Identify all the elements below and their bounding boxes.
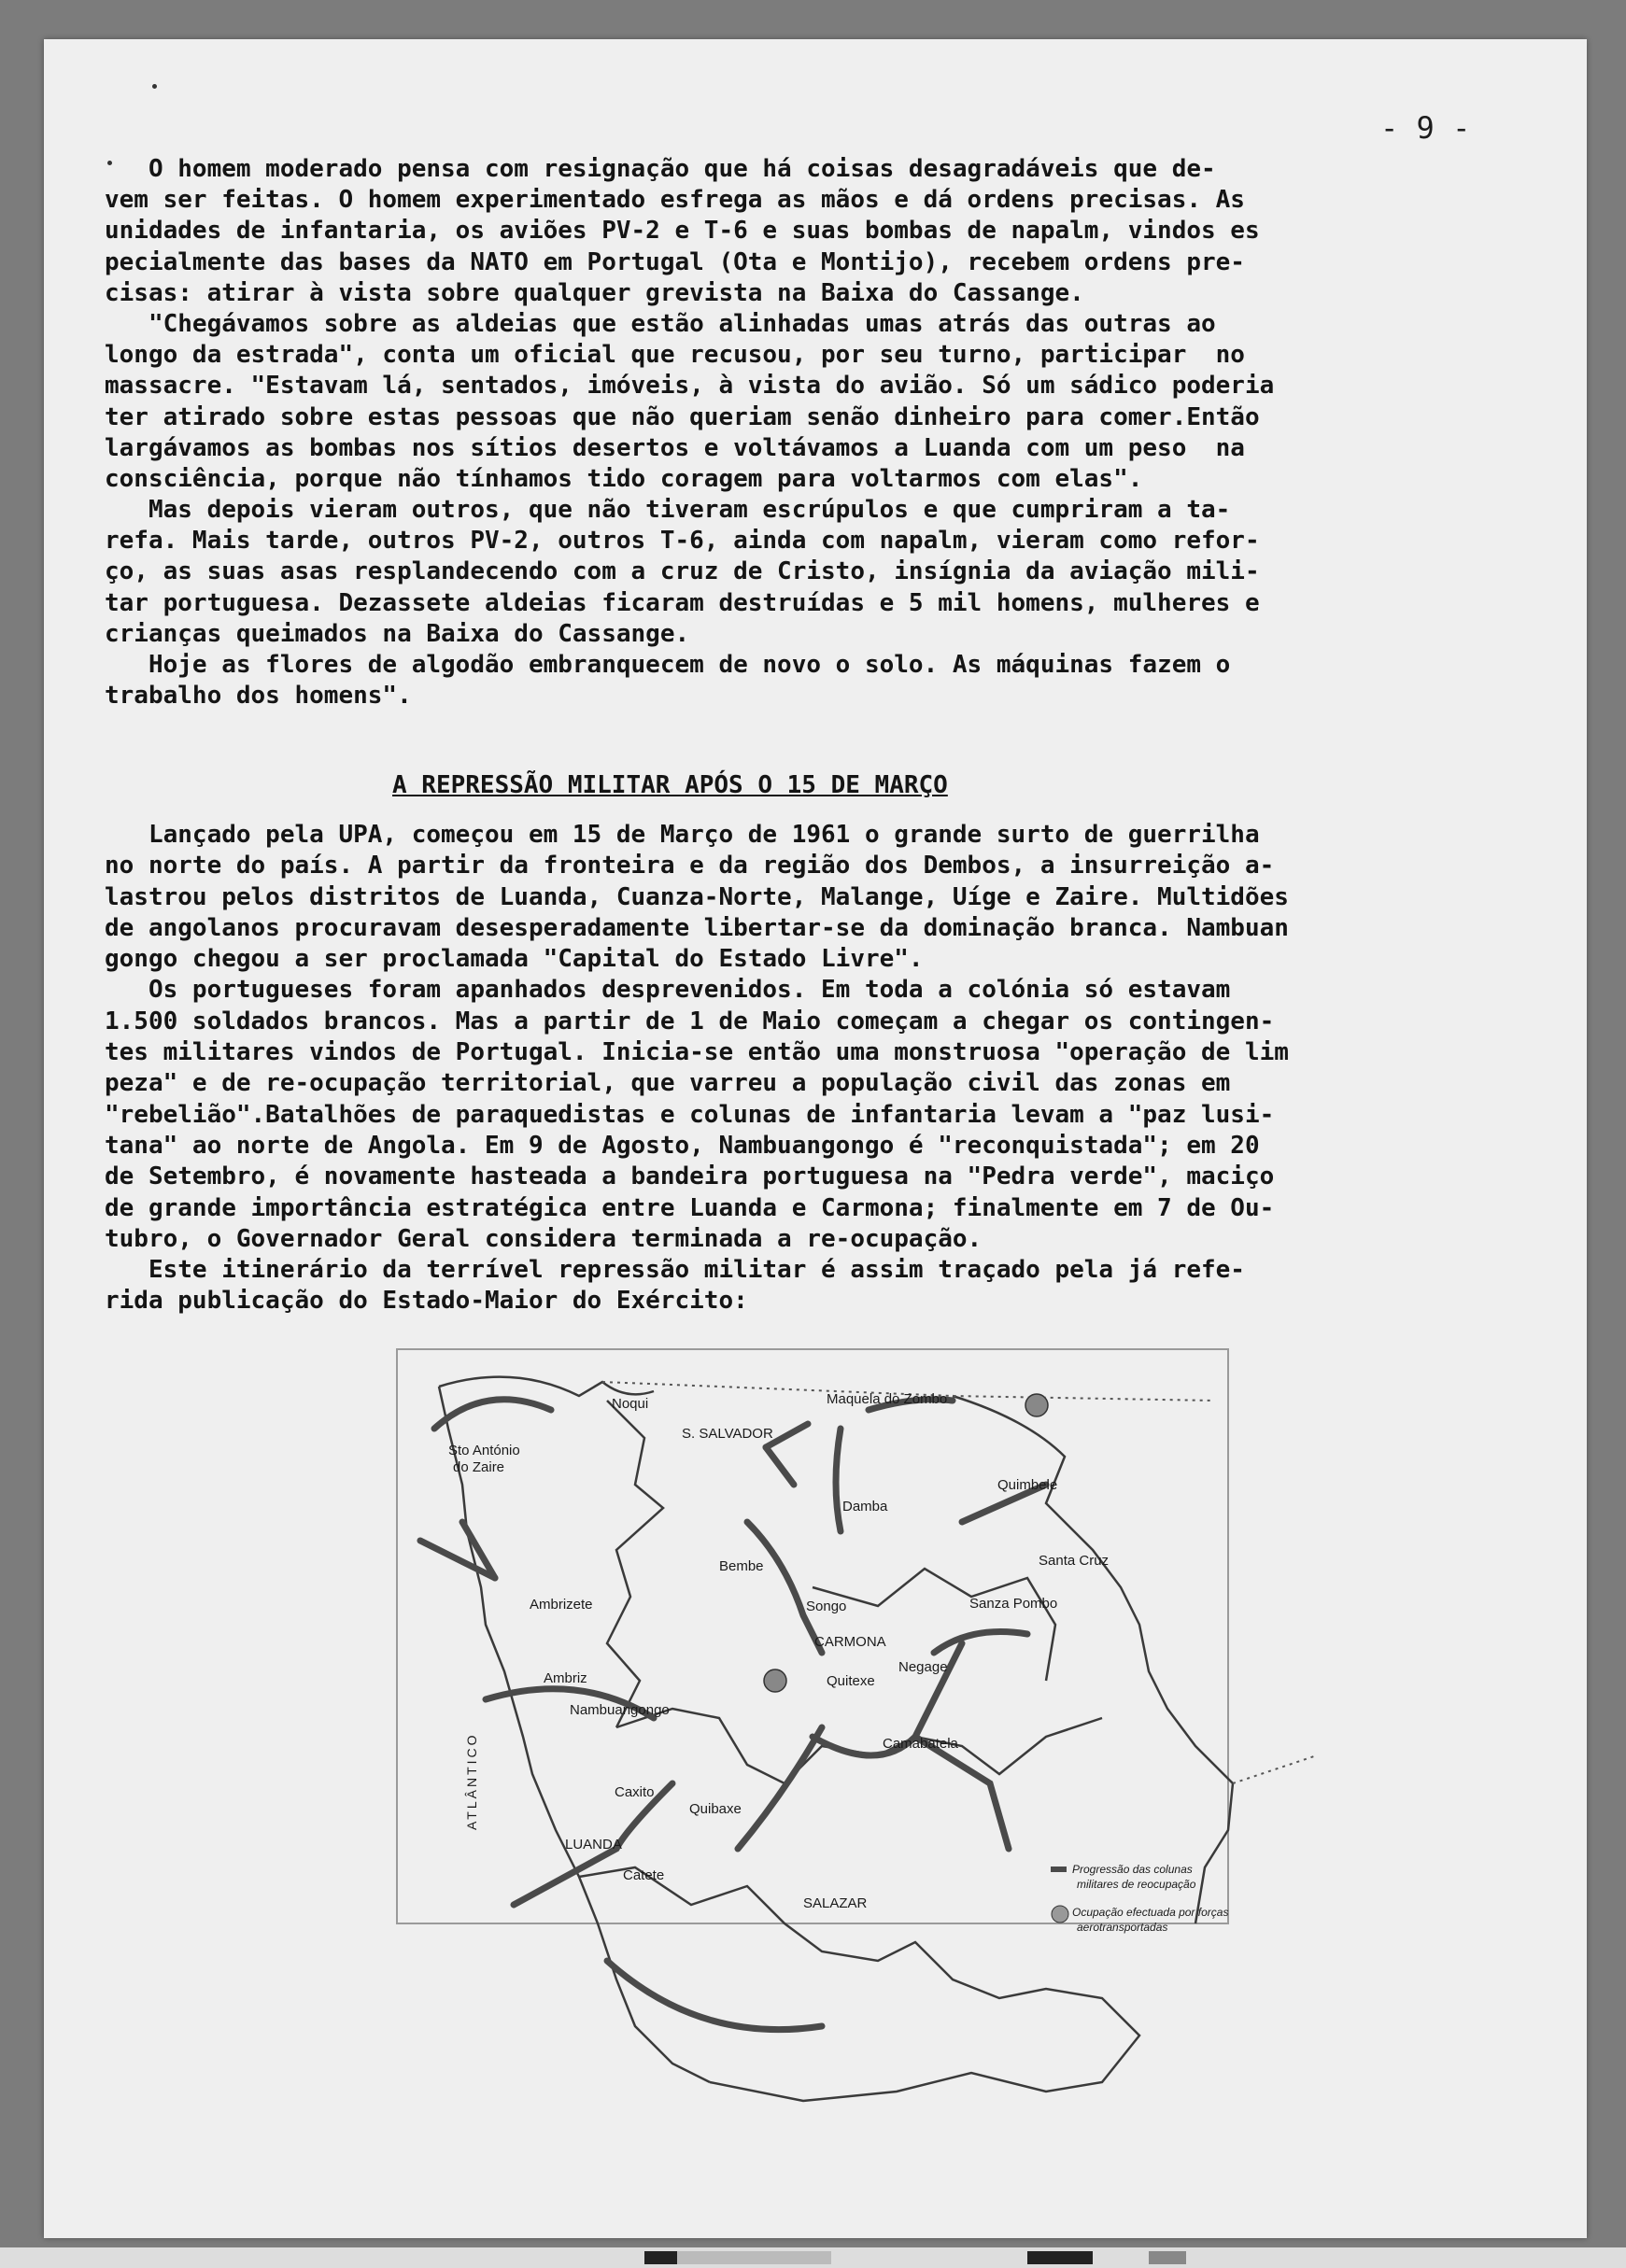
parachute-icon	[764, 1669, 786, 1692]
column-arrow	[934, 1632, 1027, 1654]
column-arrow	[607, 1961, 822, 2030]
text-line: Os portugueses foram apanhados desprevenidos. Em toda a colónia só estavam	[105, 976, 1231, 1005]
section-heading: A REPRESSÃO MILITAR APÓS O 15 DE MARÇO	[392, 771, 948, 799]
text-line: tes militares vindos de Portugal. Inicia-se então uma monstruosa "operação de lim	[105, 1038, 1289, 1067]
label-negage: Negage	[898, 1659, 948, 1675]
text-line: tubro, o Governador Geral considera terminada a re-ocupação.	[105, 1224, 983, 1253]
label-caxito: Caxito	[615, 1784, 655, 1800]
eastern-frontier	[1233, 1755, 1317, 1783]
text-line: trabalho dos homens".	[105, 682, 412, 711]
label-do-zaire: do Zaire	[453, 1459, 505, 1475]
text-line: pecialmente das bases da NATO em Portugal (Ota e Montijo), recebem ordens pre-	[105, 247, 1245, 276]
text-line: tana" ao norte de Angola. Em 9 de Agosto, Nambuangongo é "reconquistada"; em 20	[105, 1131, 1260, 1160]
district-border-1	[607, 1401, 663, 1727]
label-quimbele: Quimbele	[997, 1477, 1058, 1493]
column-arrow	[434, 1400, 551, 1429]
column-arrow	[738, 1727, 822, 1849]
text-line: Hoje as flores de algodão embranquecem de novo o solo. As máquinas fazem o	[105, 651, 1231, 679]
label-camabatela: Camabatela	[883, 1736, 958, 1752]
text-line: refa. Mais tarde, outros PV-2, outros T-6, ainda com napalm, vieram como refor-	[105, 527, 1260, 556]
legend-air-2: aerotransportadas	[1077, 1921, 1168, 1934]
text-line: de angolanos procuravam desesperadamente libertar-se da dominação branca. Nambuan	[105, 913, 1289, 942]
label-ambrizete: Ambrizete	[530, 1597, 593, 1613]
parachute-icon	[1025, 1394, 1048, 1416]
eastern-border	[953, 1396, 1233, 1923]
troop-columns	[420, 1400, 1046, 2030]
section-2-body	[105, 820, 1487, 1317]
text-line: vem ser feitas. O homem experimentado esfrega as mãos e dá ordens precisas. As	[105, 186, 1245, 215]
legend-air-1: Ocupação efectuada por forças	[1072, 1906, 1229, 1919]
text-line: "Chegávamos sobre as aldeias que estão alinhadas umas atrás das outras ao	[105, 309, 1216, 338]
legend-columns-1: Progressão das colunas	[1072, 1863, 1193, 1876]
label-songo: Songo	[806, 1599, 847, 1614]
label-maquela: Maquela do Zombo	[827, 1391, 948, 1407]
label-damba: Damba	[842, 1499, 888, 1514]
text-line: Este itinerário da terrível repressão militar é assim traçado pela já refe-	[105, 1256, 1245, 1285]
page-number: - 9 -	[1380, 110, 1471, 146]
ruler-mark	[1027, 2251, 1093, 2264]
section-1-body	[105, 154, 1468, 711]
legend-columns-2: militares de reocupação	[1077, 1878, 1196, 1891]
label-catete: Catete	[623, 1867, 665, 1883]
ruler-mark	[677, 2251, 831, 2264]
text-line: unidades de infantaria, os aviões PV-2 e T-6 e suas bombas de napalm, vindos es	[105, 217, 1260, 246]
text-line: de grande importância estratégica entre Luanda e Carmona; finalmente em 7 de Ou-	[105, 1193, 1275, 1222]
label-bembe: Bembe	[719, 1558, 764, 1574]
ruler-mark	[1149, 2251, 1186, 2264]
text-line: ter atirado sobre estas pessoas que não queriam senão dinheiro para comer.Então	[105, 402, 1260, 431]
ruler-mark	[644, 2251, 677, 2264]
text-line: de Setembro, é novamente hasteada a bandeira portuguesa na "Pedra verde", maciço	[105, 1162, 1275, 1191]
coast-north	[439, 1377, 654, 1396]
legend-parachute-icon	[1052, 1906, 1068, 1923]
angola-repression-map	[392, 1345, 1326, 2120]
label-carmona: CARMONA	[814, 1634, 886, 1650]
label-santa-cruz: Santa Cruz	[1039, 1553, 1110, 1569]
text-line: O homem moderado pensa com resignação que há coisas desagradáveis que de-	[105, 155, 1216, 183]
text-line: largávamos as bombas nos sítios desertos e voltávamos a Luanda com um peso na	[105, 433, 1245, 462]
text-line: crianças queimados na Baixa do Cassange.	[105, 619, 690, 648]
column-arrow	[836, 1429, 841, 1531]
text-line: longo da estrada", conta um oficial que recusou, por seu turno, participar no	[105, 341, 1245, 370]
text-line: cisas: atirar à vista sobre qualquer grevista na Baixa do Cassange.	[105, 278, 1084, 307]
label-atlantico: ATLÂNTICO	[464, 1732, 479, 1830]
text-line: "rebelião".Batalhões de paraquedistas e colunas de infantaria levam a "paz lusi-	[105, 1100, 1275, 1129]
label-sto-antonio: Sto António	[448, 1443, 520, 1458]
text-line: ço, as suas asas resplandecendo com a cruz de Cristo, insígnia da aviação mili-	[105, 557, 1260, 586]
label-noqui: Noqui	[612, 1396, 649, 1412]
text-line: 1.500 soldados brancos. Mas a partir de 1 de Maio começam a chegar os contingen-	[105, 1007, 1275, 1035]
label-ambriz: Ambriz	[544, 1670, 587, 1686]
text-line: Mas depois vieram outros, que não tiveram escrúpulos e que cumpriram a ta-	[105, 496, 1231, 525]
label-quitexe: Quitexe	[827, 1673, 875, 1689]
text-line: consciência, porque não tínhamos tido coragem para voltarmos com elas".	[105, 464, 1143, 493]
text-line: massacre. "Estavam lá, sentados, imóveis, à vista do avião. Só um sádico poderia	[105, 372, 1275, 401]
airborne-markers	[764, 1394, 1048, 1692]
text-line: rida publicação do Estado-Maior do Exército:	[105, 1287, 748, 1316]
district-border-2	[616, 1709, 1102, 1783]
text-line: peza" e de re-ocupação territorial, que varreu a população civil das zonas em	[105, 1069, 1231, 1098]
label-luanda: LUANDA	[565, 1837, 622, 1852]
label-sanza-pombo: Sanza Pombo	[969, 1596, 1058, 1612]
text-line: no norte do país. A partir da fronteira e da região dos Dembos, a insurreição a-	[105, 852, 1275, 880]
text-line: lastrou pelos distritos de Luanda, Cuanza-Norte, Malange, Uíge e Zaire. Multidões	[105, 882, 1289, 911]
column-arrow	[915, 1737, 1009, 1849]
column-arrow	[747, 1522, 822, 1653]
text-line: Lançado pela UPA, começou em 15 de Março de 1961 o grande surto de guerrilha	[105, 821, 1260, 849]
label-quibaxe: Quibaxe	[689, 1801, 742, 1817]
text-line: tar portuguesa. Dezassete aldeias ficaram destruídas e 5 mil homens, mulheres e	[105, 588, 1260, 617]
text-line: gongo chegou a ser proclamada "Capital do Estado Livre".	[105, 945, 924, 974]
column-arrow	[766, 1447, 794, 1485]
label-salazar: SALAZAR	[803, 1895, 868, 1911]
label-nambuangongo: Nambuangongo	[570, 1702, 670, 1718]
label-s-salvador: S. SALVADOR	[682, 1426, 773, 1442]
speck	[152, 84, 157, 89]
coastline	[439, 1387, 710, 2082]
